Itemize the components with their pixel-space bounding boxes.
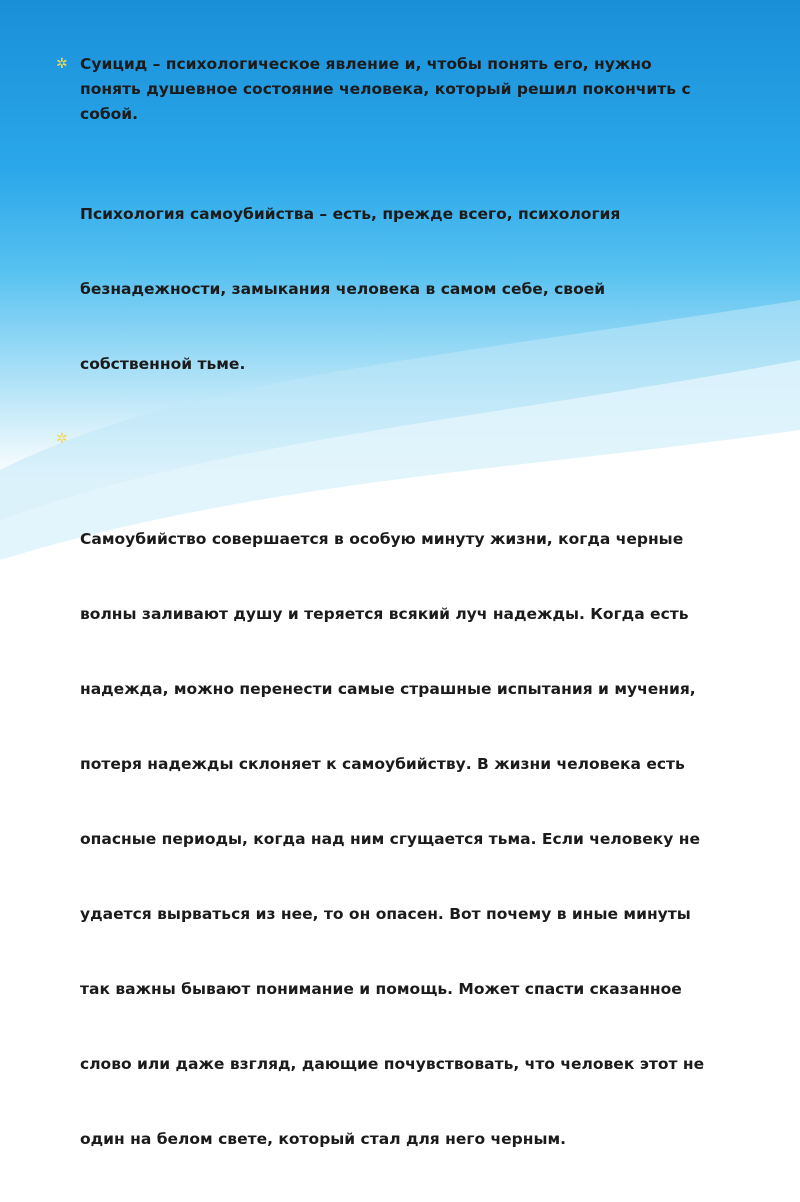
text-line: удается вырваться из нее, то он опасен. Вот почему в иные минуты: [80, 905, 691, 923]
text-line: собственной тьме.: [80, 355, 246, 373]
text-line: безнадежности, замыкания человека в самом себе, своей: [80, 280, 606, 298]
text-line: Суицид – психологическое явление и, чтобы понять его, нужно: [80, 55, 652, 73]
paragraph-3: [56, 477, 756, 1202]
text-line: Психология самоубийства – есть, прежде всего, психология: [80, 205, 621, 223]
text-line: так важны бывают понимание и помощь. Может спасти сказанное: [80, 980, 682, 998]
text-line: Самоубийство совершается в особую минуту жизни, когда черные: [80, 530, 684, 548]
text-line: слово или даже взгляд, дающие почувствовать, что человек этот не: [80, 1055, 705, 1073]
text-line: собой.: [80, 105, 139, 123]
text-line: понять душевное состояние человека, который решил покончить с: [80, 80, 691, 98]
slide-text: [56, 52, 756, 1202]
text-line: волны заливают душу и теряется всякий луч надежды. Когда есть: [80, 605, 689, 623]
blank-line: [56, 452, 756, 477]
blank-line: [56, 127, 756, 152]
star-bullet-icon: ✲: [56, 56, 68, 72]
paragraph-1: [56, 52, 756, 127]
empty-bullet-line: [56, 427, 756, 452]
paragraph-2: [56, 152, 756, 427]
text-line: один на белом свете, который стал для него черным.: [80, 1130, 567, 1148]
text-line: потеря надежды склоняет к самоубийству. В жизни человека есть: [80, 755, 685, 773]
text-line: надежда, можно перенести самые страшные испытания и мучения,: [80, 680, 696, 698]
text-line: опасные периоды, когда над ним сгущается тьма. Если человеку не: [80, 830, 700, 848]
star-bullet-icon: ✲: [56, 431, 68, 447]
